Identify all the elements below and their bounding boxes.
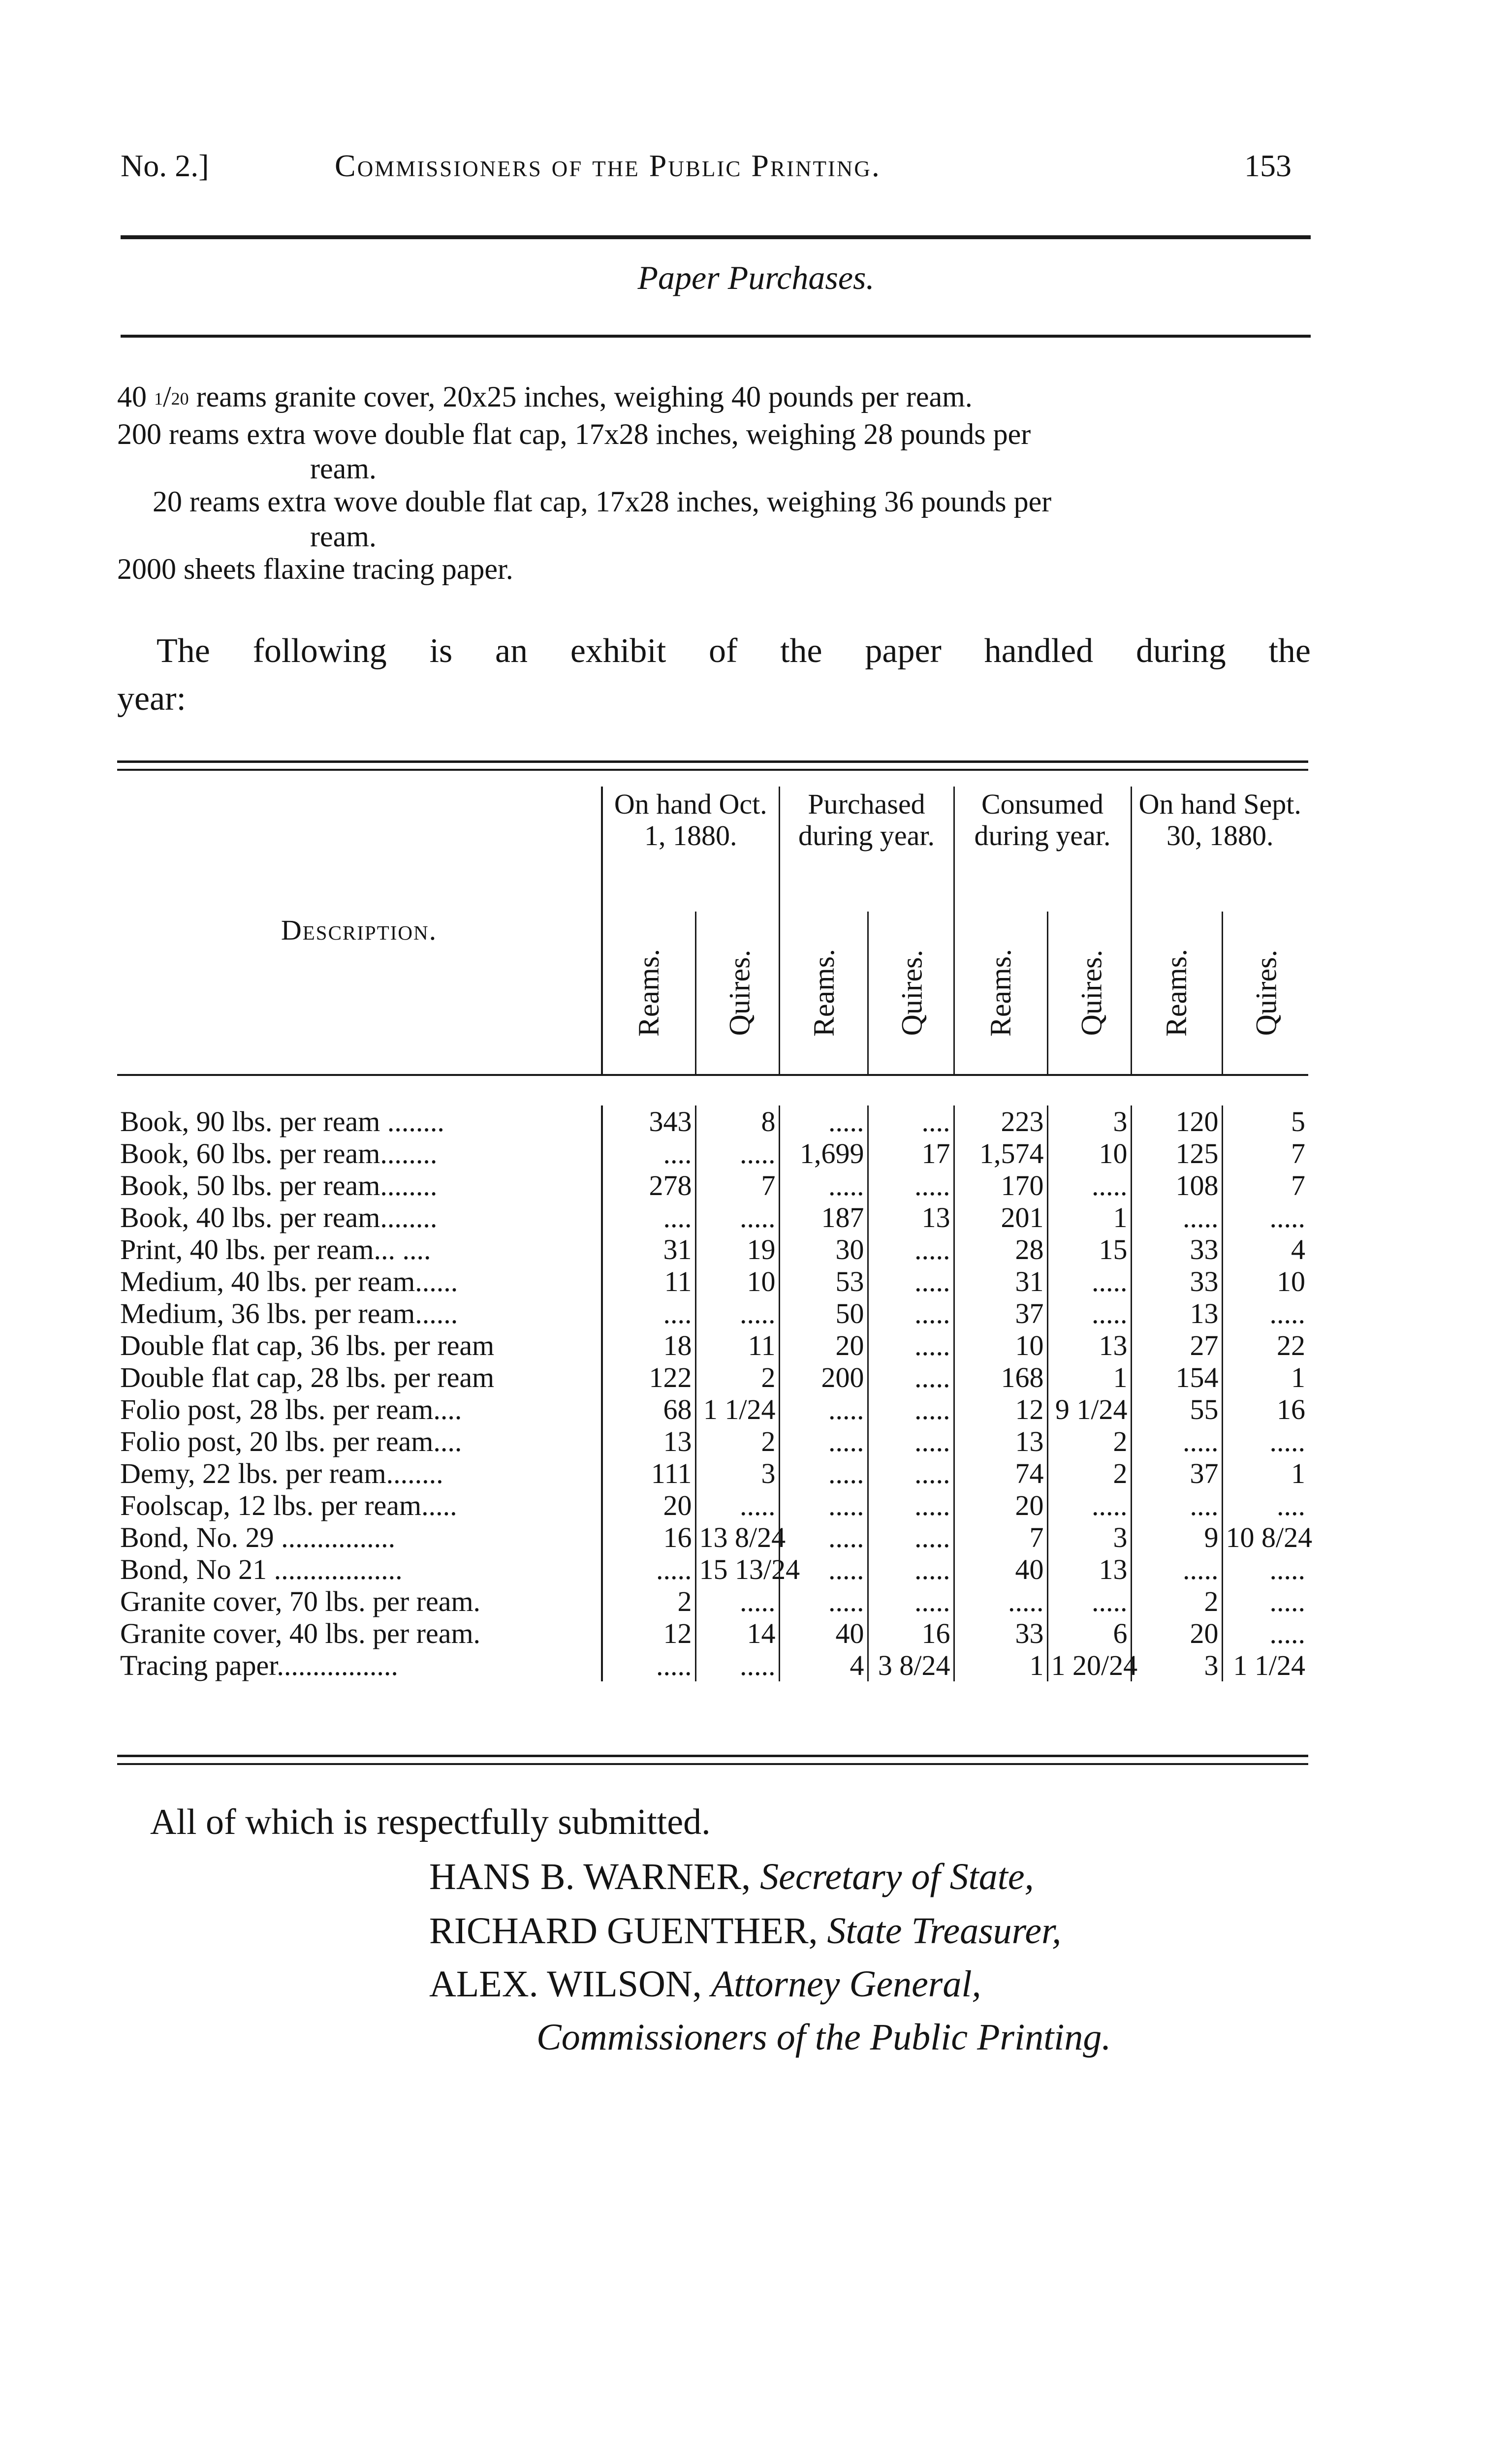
quires-cell: 1: [1047, 1361, 1131, 1393]
quires-cell: 7: [1222, 1137, 1308, 1169]
reams-cell: .....: [779, 1425, 868, 1457]
group-header: Purchased during year.: [779, 787, 954, 912]
purchase-item: 40 1/20 reams granite cover, 20x25 inches, weighing 40 pounds per ream.: [117, 380, 973, 413]
quires-cell: 2: [1047, 1457, 1131, 1489]
intro-paragraph: The following is an exhibit of the paper handled during the: [157, 632, 1311, 670]
quires-cell: 2: [695, 1361, 779, 1393]
reams-cell: 125: [1131, 1137, 1222, 1169]
reams-header: Reams.: [779, 912, 868, 1075]
quires-cell: 13: [868, 1201, 954, 1233]
quires-cell: 8: [695, 1105, 779, 1137]
signature-line: [429, 1910, 1061, 1953]
table-row: [117, 1457, 1308, 1489]
row-description: Demy, 22 lbs. per ream........: [120, 1457, 443, 1489]
header-rule: [121, 235, 1311, 239]
quires-cell: .....: [868, 1265, 954, 1297]
reams-cell: 154: [1131, 1361, 1222, 1393]
quires-cell: .....: [868, 1169, 954, 1201]
quires-cell: .....: [1047, 1169, 1131, 1201]
reams-cell: .....: [602, 1553, 695, 1585]
quires-cell: 15: [1047, 1233, 1131, 1265]
reams-cell: 11: [602, 1265, 695, 1297]
quires-cell: 22: [1222, 1329, 1308, 1361]
signer-title: Secretary of State,: [760, 1856, 1034, 1897]
intro-paragraph-end: year:: [117, 680, 186, 718]
row-description: Book, 60 lbs. per ream........: [120, 1137, 438, 1169]
quires-cell: 3 8/24: [868, 1649, 954, 1681]
reams-cell: 37: [954, 1297, 1047, 1329]
reams-cell: 50: [779, 1297, 868, 1329]
table-row: [117, 1617, 1308, 1649]
quires-cell: 10 8/24: [1222, 1521, 1308, 1553]
signer-title: State Treasurer,: [827, 1910, 1062, 1952]
reams-cell: 20: [1131, 1617, 1222, 1649]
reams-cell: 10: [954, 1329, 1047, 1361]
commissioners-line: Commissioners of the Public Printing.: [536, 2017, 1111, 2058]
reams-cell: .....: [602, 1649, 695, 1681]
row-description: Bond, No. 29 ................: [120, 1521, 396, 1553]
reams-header: Reams.: [602, 912, 695, 1075]
quires-cell: 16: [868, 1617, 954, 1649]
reams-cell: 18: [602, 1329, 695, 1361]
reams-cell: ....: [602, 1297, 695, 1329]
quires-cell: 13 8/24: [695, 1521, 779, 1553]
quires-cell: .....: [868, 1457, 954, 1489]
quires-cell: 1 1/24: [695, 1393, 779, 1425]
reams-cell: .....: [779, 1585, 868, 1617]
closing-statement: All of which is respectfully submitted.: [150, 1802, 711, 1842]
quires-header: Quires.: [868, 912, 954, 1075]
quires-cell: 10: [1222, 1265, 1308, 1297]
reams-cell: ....: [602, 1137, 695, 1169]
quires-header: Quires.: [695, 912, 779, 1075]
subtitle-rule: [121, 335, 1311, 338]
table-row: [117, 1137, 1308, 1169]
row-description: Book, 50 lbs. per ream........: [120, 1169, 438, 1201]
reams-cell: 20: [602, 1489, 695, 1521]
group-header: Consumed during year.: [954, 787, 1131, 912]
quires-cell: .....: [868, 1585, 954, 1617]
row-description: Granite cover, 40 lbs. per ream.: [120, 1617, 481, 1649]
reams-cell: 27: [1131, 1329, 1222, 1361]
quires-cell: .....: [695, 1297, 779, 1329]
quires-cell: 17: [868, 1137, 954, 1169]
quires-cell: .....: [868, 1393, 954, 1425]
quires-cell: 10: [1047, 1137, 1131, 1169]
reams-cell: .....: [1131, 1553, 1222, 1585]
quires-cell: 10: [695, 1265, 779, 1297]
reams-cell: 9: [1131, 1521, 1222, 1553]
table-row: [117, 1233, 1308, 1265]
quires-cell: .....: [868, 1297, 954, 1329]
table-bottom-rule: [117, 1755, 1308, 1757]
quires-cell: .....: [1047, 1585, 1131, 1617]
reams-cell: 170: [954, 1169, 1047, 1201]
reams-cell: 12: [602, 1617, 695, 1649]
table-row: [117, 1521, 1308, 1553]
reams-cell: 20: [779, 1329, 868, 1361]
quires-cell: 3: [1047, 1521, 1131, 1553]
row-description: Granite cover, 70 lbs. per ream.: [120, 1585, 481, 1617]
page-number: 153: [1244, 148, 1292, 183]
reams-cell: 201: [954, 1201, 1047, 1233]
quires-cell: 19: [695, 1233, 779, 1265]
reams-cell: 37: [1131, 1457, 1222, 1489]
reams-cell: 4: [779, 1649, 868, 1681]
table-top-rule: [117, 760, 1308, 763]
quires-cell: 1 1/24: [1222, 1649, 1308, 1681]
reams-cell: .....: [779, 1169, 868, 1201]
table-row: [117, 1297, 1308, 1329]
quires-header: Quires.: [1222, 912, 1308, 1075]
quires-cell: 1: [1222, 1457, 1308, 1489]
section-subtitle: Paper Purchases.: [637, 259, 875, 296]
reams-cell: 343: [602, 1105, 695, 1137]
row-description: Medium, 40 lbs. per ream......: [120, 1265, 458, 1297]
quires-cell: .....: [868, 1489, 954, 1521]
reams-cell: .....: [1131, 1425, 1222, 1457]
quires-cell: .....: [868, 1329, 954, 1361]
quires-cell: .....: [1047, 1489, 1131, 1521]
reams-cell: .....: [779, 1489, 868, 1521]
table-row: [117, 1489, 1308, 1521]
quires-cell: .....: [1222, 1425, 1308, 1457]
row-description: Book, 90 lbs. per ream ........: [120, 1105, 444, 1137]
group-header: On hand Sept. 30, 1880.: [1131, 787, 1308, 912]
reams-cell: 122: [602, 1361, 695, 1393]
description-header: Description.: [281, 914, 438, 946]
quires-cell: 3: [695, 1457, 779, 1489]
quires-cell: .....: [1222, 1585, 1308, 1617]
reams-cell: 7: [954, 1521, 1047, 1553]
row-description: Folio post, 20 lbs. per ream....: [120, 1425, 462, 1457]
row-description: Double flat cap, 28 lbs. per ream: [120, 1361, 495, 1393]
table-row: [117, 1649, 1308, 1681]
row-description: Folio post, 28 lbs. per ream....: [120, 1393, 462, 1425]
table-row: [117, 1169, 1308, 1201]
quires-header: Quires.: [1047, 912, 1131, 1075]
reams-cell: 74: [954, 1457, 1047, 1489]
quires-cell: 6: [1047, 1617, 1131, 1649]
reams-cell: 68: [602, 1393, 695, 1425]
reams-cell: 168: [954, 1361, 1047, 1393]
reams-cell: 55: [1131, 1393, 1222, 1425]
reams-cell: ....: [1131, 1489, 1222, 1521]
quires-cell: .....: [1047, 1265, 1131, 1297]
reams-cell: .....: [779, 1521, 868, 1553]
quires-cell: .....: [695, 1585, 779, 1617]
quires-cell: .....: [868, 1521, 954, 1553]
reams-cell: 28: [954, 1233, 1047, 1265]
quires-cell: .....: [868, 1553, 954, 1585]
purchase-item: 200 reams extra wove double flat cap, 17x28 inches, weighing 28 pounds per: [117, 418, 1031, 450]
quires-cell: 1: [1047, 1201, 1131, 1233]
quires-cell: .....: [695, 1137, 779, 1169]
quires-cell: 7: [695, 1169, 779, 1201]
reams-cell: 111: [602, 1457, 695, 1489]
reams-cell: .....: [954, 1585, 1047, 1617]
reams-cell: 16: [602, 1521, 695, 1553]
reams-cell: 120: [1131, 1105, 1222, 1137]
quires-cell: 9 1/24: [1047, 1393, 1131, 1425]
table-row: [117, 1265, 1308, 1297]
quires-cell: .....: [1047, 1297, 1131, 1329]
quires-cell: ....: [868, 1105, 954, 1137]
quires-cell: .....: [1222, 1297, 1308, 1329]
paper-exhibit-table: [117, 787, 1313, 1681]
quires-cell: 1 20/24: [1047, 1649, 1131, 1681]
row-description: Print, 40 lbs. per ream... ....: [120, 1233, 431, 1265]
signer-name: ALEX. WILSON,: [429, 1963, 702, 2005]
quires-cell: .....: [695, 1201, 779, 1233]
quires-cell: .....: [868, 1425, 954, 1457]
reams-cell: 31: [602, 1233, 695, 1265]
signer-title: Attorney General,: [711, 1963, 981, 2005]
quires-cell: 14: [695, 1617, 779, 1649]
header-title: Commissioners of the Public Printing.: [335, 148, 881, 183]
quires-cell: .....: [695, 1649, 779, 1681]
reams-cell: 33: [1131, 1233, 1222, 1265]
table-row: [117, 1105, 1308, 1137]
reams-cell: .....: [779, 1105, 868, 1137]
quires-cell: 5: [1222, 1105, 1308, 1137]
table-top-rule: [117, 769, 1308, 771]
purchase-item: 20 reams extra wove double flat cap, 17x28 inches, weighing 36 pounds per: [153, 485, 1052, 518]
quires-cell: .....: [1222, 1617, 1308, 1649]
table-row: [117, 1585, 1308, 1617]
quires-cell: 7: [1222, 1169, 1308, 1201]
reams-cell: 31: [954, 1265, 1047, 1297]
reams-cell: 2: [1131, 1585, 1222, 1617]
reams-cell: .....: [779, 1553, 868, 1585]
table-row: [117, 1201, 1308, 1233]
quires-cell: 16: [1222, 1393, 1308, 1425]
table-row: [117, 1425, 1308, 1457]
quires-cell: 15 13/24: [695, 1553, 779, 1585]
quires-cell: 11: [695, 1329, 779, 1361]
quires-cell: 3: [1047, 1105, 1131, 1137]
reams-cell: .....: [1131, 1201, 1222, 1233]
purchase-item-continued: ream.: [310, 452, 377, 485]
reams-cell: 13: [954, 1425, 1047, 1457]
reams-cell: 30: [779, 1233, 868, 1265]
reams-cell: 223: [954, 1105, 1047, 1137]
signature-line: [429, 1856, 1034, 1898]
signer-name: HANS B. WARNER,: [429, 1856, 751, 1897]
table-row: [117, 1361, 1308, 1393]
reams-cell: .....: [779, 1393, 868, 1425]
reams-cell: 108: [1131, 1169, 1222, 1201]
quires-cell: 4: [1222, 1233, 1308, 1265]
reams-cell: 200: [779, 1361, 868, 1393]
reams-cell: 1,699: [779, 1137, 868, 1169]
reams-cell: 12: [954, 1393, 1047, 1425]
reams-cell: ....: [602, 1201, 695, 1233]
quires-cell: .....: [1222, 1201, 1308, 1233]
quires-cell: 2: [1047, 1425, 1131, 1457]
purchase-item: 2000 sheets flaxine tracing paper.: [117, 553, 513, 585]
quires-cell: ....: [1222, 1489, 1308, 1521]
row-description: Foolscap, 12 lbs. per ream.....: [120, 1489, 457, 1521]
reams-cell: 3: [1131, 1649, 1222, 1681]
quires-cell: .....: [695, 1489, 779, 1521]
reams-cell: 53: [779, 1265, 868, 1297]
row-description: Book, 40 lbs. per ream........: [120, 1201, 438, 1233]
row-description: Double flat cap, 36 lbs. per ream: [120, 1329, 495, 1361]
purchase-item-continued: ream.: [310, 520, 377, 553]
quires-cell: 13: [1047, 1329, 1131, 1361]
quires-cell: .....: [868, 1361, 954, 1393]
quires-cell: 13: [1047, 1553, 1131, 1585]
row-description: Medium, 36 lbs. per ream......: [120, 1297, 458, 1329]
group-header: On hand Oct. 1, 1880.: [602, 787, 779, 912]
table-row: [117, 1393, 1308, 1425]
reams-cell: 1: [954, 1649, 1047, 1681]
row-description: Bond, No 21 ..................: [120, 1553, 403, 1585]
reams-cell: 33: [954, 1617, 1047, 1649]
table-row: [117, 1329, 1308, 1361]
reams-cell: .....: [779, 1457, 868, 1489]
reams-cell: 278: [602, 1169, 695, 1201]
quires-cell: .....: [868, 1233, 954, 1265]
reams-cell: 13: [602, 1425, 695, 1457]
quires-cell: .....: [1222, 1553, 1308, 1585]
reams-cell: 13: [1131, 1297, 1222, 1329]
signer-name: RICHARD GUENTHER,: [429, 1910, 818, 1952]
signature-line: [429, 1963, 981, 2006]
reams-cell: 40: [954, 1553, 1047, 1585]
reams-cell: 2: [602, 1585, 695, 1617]
table-bottom-rule: [117, 1763, 1308, 1765]
quires-cell: 1: [1222, 1361, 1308, 1393]
reams-cell: 1,574: [954, 1137, 1047, 1169]
reams-cell: 40: [779, 1617, 868, 1649]
header-left: No. 2.]: [121, 148, 209, 183]
reams-header: Reams.: [954, 912, 1047, 1075]
table-row: [117, 1553, 1308, 1585]
reams-cell: 33: [1131, 1265, 1222, 1297]
row-description: Tracing paper.................: [120, 1649, 398, 1681]
reams-cell: 187: [779, 1201, 868, 1233]
reams-cell: 20: [954, 1489, 1047, 1521]
reams-header: Reams.: [1131, 912, 1222, 1075]
quires-cell: 2: [695, 1425, 779, 1457]
